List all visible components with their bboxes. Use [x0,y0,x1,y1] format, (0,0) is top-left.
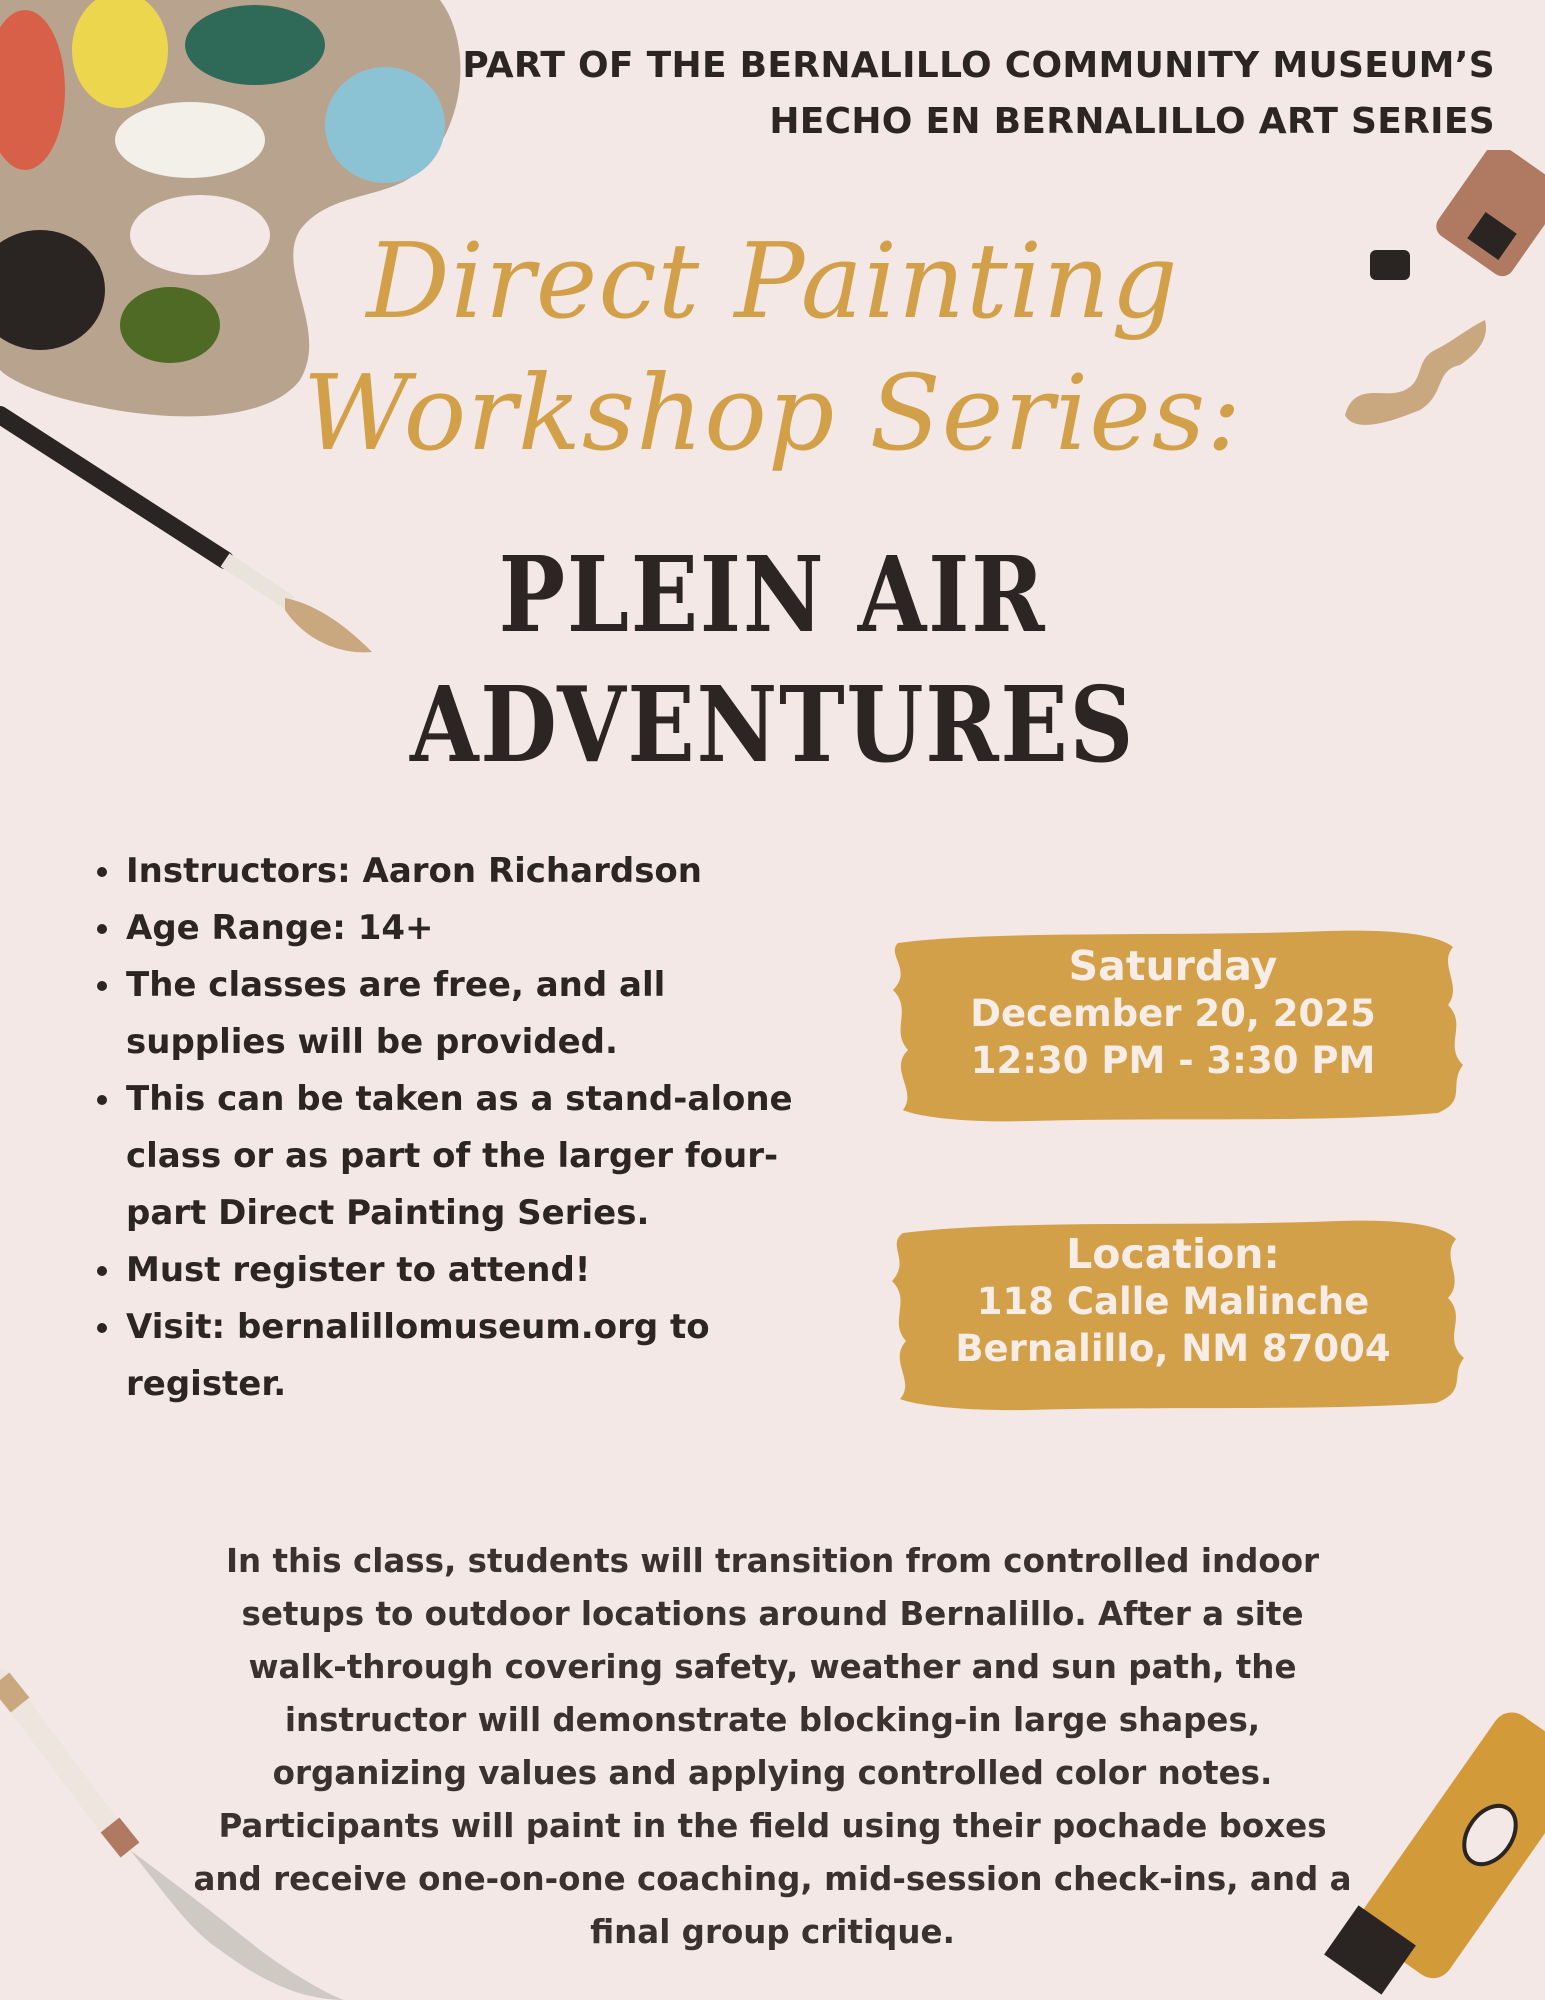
workshop-series-title [0,215,1545,479]
detail-free-classes: • The classes are free, and all supplies will be provided. [124,957,824,1071]
page-title [116,530,1429,790]
details-list [82,843,824,1413]
series-header-line1: PART OF THE BERNALILLO COMMUNITY MUSEUM’S [462,45,1495,86]
detail-age-range: • Age Range: 14+ [124,900,824,957]
location-heading: Location: [1066,1230,1280,1278]
detail-visit-website: • Visit: bernalillomuseum.org to register. [124,1299,824,1413]
location-city: Bernalillo, NM 87004 [955,1327,1391,1370]
detail-instructors: • Instructors: Aaron Richardson [124,843,824,900]
workshop-series-title-line1: Direct Painting [366,220,1179,342]
series-header-line2: HECHO EN BERNALILLO ART SERIES [769,101,1495,142]
date-badge-date: December 20, 2025 [970,992,1376,1035]
detail-stand-alone: • This can be taken as a stand-alone class or as part of the larger four-part Direct Painting Series. [124,1071,824,1242]
detail-register: • Must register to attend! [124,1242,824,1299]
workshop-series-title-line2: Workshop Series: [302,352,1243,474]
class-description: In this class, students will transition from controlled indoor setups to outdoor locations around Bernalillo. After a site walk-through covering safety, weather and sun path, the instructor will demonstrate blocking-in large shapes, organizing values and applying controlled color notes. Participants will paint in the field using their pochade boxes and receive one-on-one coaching, mid-session check-ins, and a final group critique. [193,1542,1352,1951]
date-badge-time: 12:30 PM - 3:30 PM [970,1039,1376,1082]
date-badge-day: Saturday [1068,942,1278,990]
date-badge [878,925,1468,1125]
series-header [395,38,1495,150]
location-street: 118 Calle Malinche [976,1280,1370,1323]
page-title-line1: PLEIN AIR [498,533,1047,656]
location-badge [878,1213,1468,1413]
page-title-line2: ADVENTURES [409,663,1136,786]
